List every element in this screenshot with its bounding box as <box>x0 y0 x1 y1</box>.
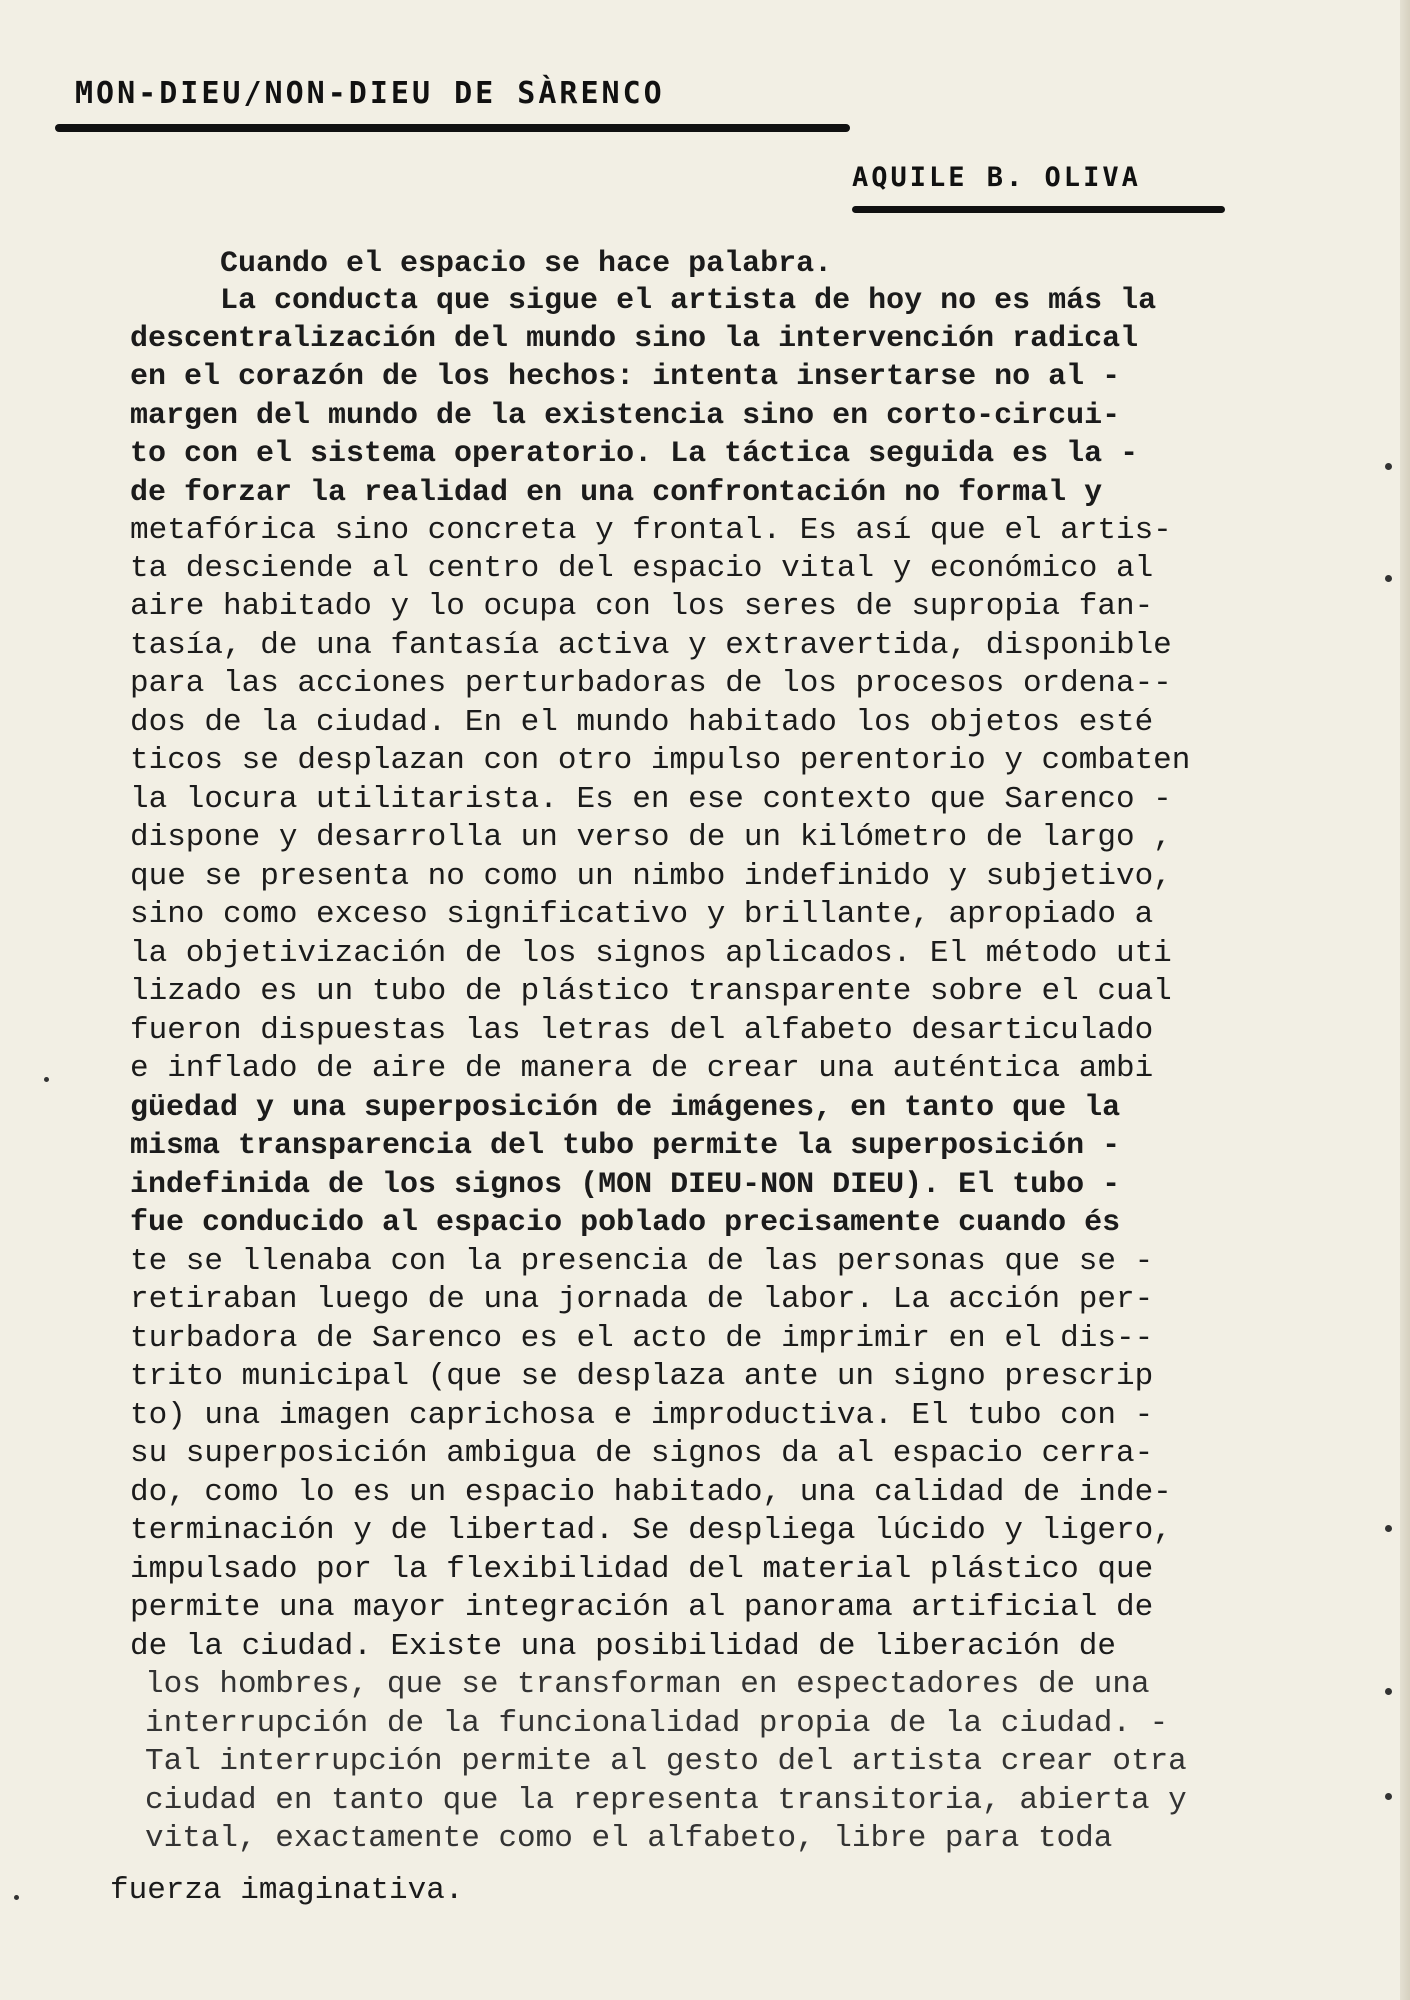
article-line: fuerza imaginativa. <box>110 1873 464 1908</box>
article-line: de la ciudad. Existe una posibilidad de liberación de <box>130 1629 1116 1664</box>
article-line: impulsado por la flexibilidad del material plástico que <box>130 1552 1154 1587</box>
margin-speck <box>44 1077 49 1082</box>
article-line: terminación y de libertad. Se despliega lúcido y ligero, <box>130 1513 1172 1548</box>
author-name: AQUILE B. OLIVA <box>852 162 1141 193</box>
article-line: sino como exceso significativo y brillante, apropiado a <box>130 897 1154 932</box>
page-title: MON-DIEU/NON-DIEU DE SÀRENCO <box>75 76 665 111</box>
article-line: aire habitado y lo ocupa con los seres de supropia fan- <box>130 589 1154 624</box>
article-line: dos de la ciudad. En el mundo habitado los objetos esté <box>130 705 1154 740</box>
article-line: trito municipal (que se desplaza ante un signo prescrip <box>130 1359 1154 1394</box>
article-line: fue conducido al espacio poblado precisamente cuando és <box>130 1206 1121 1240</box>
article-line: fueron dispuestas las letras del alfabeto desarticulado <box>130 1013 1154 1048</box>
article-line: lizado es un tubo de plástico transparente sobre el cual <box>130 974 1172 1009</box>
article-line: vital, exactamente como el alfabeto, libre para toda <box>145 1821 1113 1856</box>
margin-speck <box>1385 1688 1392 1695</box>
article-line: que se presenta no como un nimbo indefinido y subjetivo, <box>130 859 1172 894</box>
margin-speck <box>1385 575 1392 582</box>
article-line: Tal interrupción permite al gesto del artista crear otra <box>145 1744 1187 1779</box>
article-line: misma transparencia del tubo permite la superposición - <box>130 1129 1121 1163</box>
article-line: ciudad en tanto que la representa transitoria, abierta y <box>145 1783 1187 1818</box>
margin-speck <box>1385 463 1392 470</box>
article-line: de forzar la realidad en una confrontación no formal y <box>130 476 1103 510</box>
margin-speck <box>14 1895 19 1900</box>
article-line: indefinida de los signos (MON DIEU-NON DIEU). El tubo - <box>130 1168 1121 1202</box>
article-line: to) una imagen caprichosa e improductiva. El tubo con - <box>130 1398 1154 1433</box>
article-line: para las acciones perturbadoras de los procesos ordena-- <box>130 666 1172 701</box>
article-line: en el corazón de los hechos: intenta insertarse no al - <box>130 360 1121 394</box>
margin-speck <box>1385 1525 1392 1532</box>
article-line: güedad y una superposición de imágenes, en tanto que la <box>130 1091 1121 1125</box>
article-line: tasía, de una fantasía activa y extravertida, disponible <box>130 628 1172 663</box>
article-line: la locura utilitarista. Es en ese contexto que Sarenco - <box>130 782 1172 817</box>
article-line: la objetivización de los signos aplicados. El método uti <box>130 936 1172 971</box>
article-line: permite una mayor integración al panorama artificial de <box>130 1590 1154 1625</box>
article-line: dispone y desarrolla un verso de un kilómetro de largo , <box>130 820 1172 855</box>
article-line: su superposición ambigua de signos da al espacio cerra- <box>130 1436 1154 1471</box>
article-line: margen del mundo de la existencia sino en corto-circui- <box>130 399 1121 433</box>
article-line: La conducta que sigue el artista de hoy no es más la <box>220 284 1157 318</box>
article-line: retiraban luego de una jornada de labor. La acción per- <box>130 1282 1154 1317</box>
article-line: metafórica sino concreta y frontal. Es así que el artis- <box>130 513 1172 548</box>
article-line: e inflado de aire de manera de crear una auténtica ambi <box>130 1051 1154 1086</box>
article-line: do, como lo es un espacio habitado, una calidad de inde- <box>130 1475 1172 1510</box>
margin-speck <box>1385 1793 1392 1800</box>
article-heading: Cuando el espacio se hace palabra. <box>220 247 833 281</box>
article-line: los hombres, que se transforman en espectadores de una <box>145 1667 1150 1702</box>
article-line: to con el sistema operatorio. La táctica seguida es la - <box>130 437 1139 471</box>
article-line: interrupción de la funcionalidad propia de la ciudad. - <box>145 1706 1169 1741</box>
article-line: descentralización del mundo sino la intervención radical <box>130 322 1139 356</box>
article-line: ta desciende al centro del espacio vital y económico al <box>130 551 1154 586</box>
article-line: te se llenaba con la presencia de las personas que se - <box>130 1244 1154 1279</box>
article-line: ticos se desplazan con otro impulso perentorio y combaten <box>130 743 1191 778</box>
article-line: turbadora de Sarenco es el acto de imprimir en el dis-- <box>130 1321 1154 1356</box>
